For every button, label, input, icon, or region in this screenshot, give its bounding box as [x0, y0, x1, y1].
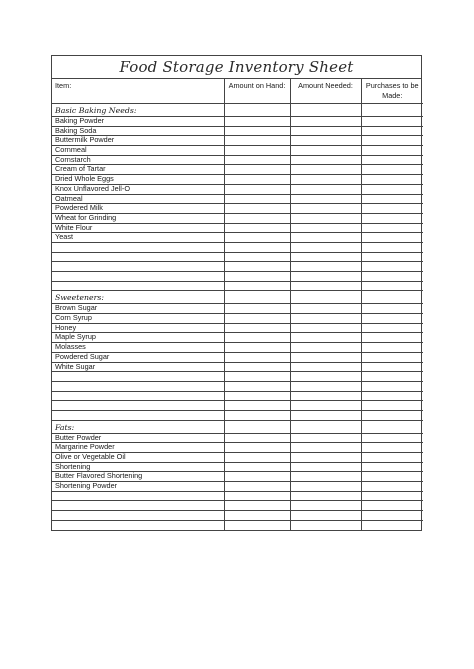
item-name: Corn Syrup [52, 314, 224, 324]
amount-on-hand-cell[interactable] [224, 175, 290, 185]
header-item: Item: [52, 79, 224, 104]
amount-on-hand-cell[interactable] [224, 443, 290, 453]
header-row [52, 79, 423, 104]
table-row [52, 184, 423, 194]
purchases-cell[interactable] [361, 304, 423, 314]
purchases-cell[interactable] [361, 511, 423, 521]
item-name: Honey [52, 323, 224, 333]
amount-needed-cell[interactable] [290, 462, 361, 472]
amount-on-hand-cell[interactable] [224, 136, 290, 146]
amount-on-hand-cell[interactable] [224, 304, 290, 314]
purchases-cell[interactable] [361, 223, 423, 233]
amount-on-hand-cell[interactable] [224, 453, 290, 463]
amount-needed-cell[interactable] [290, 291, 361, 304]
item-name: Dried Whole Eggs [52, 175, 224, 185]
purchases-cell[interactable] [361, 501, 423, 511]
purchases-cell[interactable] [361, 194, 423, 204]
item-name-blank [52, 262, 224, 272]
item-name: Powdered Milk [52, 204, 224, 214]
amount-on-hand-cell[interactable] [224, 194, 290, 204]
item-name: Baking Soda [52, 126, 224, 136]
item-name: Brown Sugar [52, 304, 224, 314]
purchases-cell[interactable] [361, 175, 423, 185]
purchases-cell[interactable] [361, 472, 423, 482]
table-row [52, 126, 423, 136]
table-row [52, 204, 423, 214]
amount-needed-cell[interactable] [290, 420, 361, 433]
purchases-cell[interactable] [361, 333, 423, 343]
amount-needed-cell[interactable] [290, 223, 361, 233]
amount-needed-cell[interactable] [290, 314, 361, 324]
amount-on-hand-cell[interactable] [224, 126, 290, 136]
blank-row [52, 252, 423, 262]
amount-needed-cell[interactable] [290, 520, 361, 529]
table-row [52, 433, 423, 443]
table-row [52, 453, 423, 463]
amount-on-hand-cell[interactable] [224, 272, 290, 282]
item-name: Butter Flavored Shortening [52, 472, 224, 482]
purchases-cell[interactable] [361, 184, 423, 194]
section-header-row [52, 291, 423, 304]
amount-on-hand-cell[interactable] [224, 252, 290, 262]
table-row [52, 462, 423, 472]
amount-needed-cell[interactable] [290, 352, 361, 362]
amount-needed-cell[interactable] [290, 511, 361, 521]
purchases-cell[interactable] [361, 252, 423, 262]
table-row [52, 213, 423, 223]
amount-on-hand-cell[interactable] [224, 262, 290, 272]
purchases-cell[interactable] [361, 443, 423, 453]
item-name: Yeast [52, 233, 224, 243]
amount-needed-cell[interactable] [290, 272, 361, 282]
amount-needed-cell[interactable] [290, 146, 361, 156]
item-name-blank [52, 401, 224, 411]
amount-needed-cell[interactable] [290, 117, 361, 127]
table-row [52, 136, 423, 146]
amount-needed-cell[interactable] [290, 491, 361, 501]
purchases-cell[interactable] [361, 343, 423, 353]
section-label: Sweeteners: [52, 291, 224, 304]
table-row [52, 233, 423, 243]
table-row [52, 155, 423, 165]
item-name-blank [52, 372, 224, 382]
item-name-blank [52, 242, 224, 252]
amount-needed-cell[interactable] [290, 323, 361, 333]
blank-row [52, 372, 423, 382]
blank-row [52, 242, 423, 252]
blank-row [52, 520, 423, 529]
amount-needed-cell[interactable] [290, 410, 361, 420]
purchases-cell[interactable] [361, 117, 423, 127]
inventory-table [52, 79, 423, 530]
amount-on-hand-cell[interactable] [224, 333, 290, 343]
purchases-cell[interactable] [361, 462, 423, 472]
amount-on-hand-cell[interactable] [224, 104, 290, 117]
table-row [52, 175, 423, 185]
item-name: White Sugar [52, 362, 224, 372]
amount-needed-cell[interactable] [290, 453, 361, 463]
amount-on-hand-cell[interactable] [224, 281, 290, 291]
purchases-cell[interactable] [361, 155, 423, 165]
amount-on-hand-cell[interactable] [224, 491, 290, 501]
amount-on-hand-cell[interactable] [224, 155, 290, 165]
amount-needed-cell[interactable] [290, 433, 361, 443]
blank-row [52, 281, 423, 291]
inventory-sheet [51, 55, 422, 531]
amount-needed-cell[interactable] [290, 333, 361, 343]
purchases-cell[interactable] [361, 242, 423, 252]
amount-on-hand-cell[interactable] [224, 204, 290, 214]
item-name: Knox Unflavored Jell-O [52, 184, 224, 194]
purchases-cell[interactable] [361, 126, 423, 136]
amount-on-hand-cell[interactable] [224, 165, 290, 175]
amount-needed-cell[interactable] [290, 175, 361, 185]
purchases-cell[interactable] [361, 314, 423, 324]
amount-on-hand-cell[interactable] [224, 184, 290, 194]
table-row [52, 117, 423, 127]
amount-on-hand-cell[interactable] [224, 472, 290, 482]
item-name-blank [52, 272, 224, 282]
amount-needed-cell[interactable] [290, 184, 361, 194]
item-name: Maple Syrup [52, 333, 224, 343]
purchases-cell[interactable] [361, 362, 423, 372]
item-name-blank [52, 501, 224, 511]
blank-row [52, 262, 423, 272]
table-row [52, 304, 423, 314]
amount-needed-cell[interactable] [290, 204, 361, 214]
amount-on-hand-cell[interactable] [224, 314, 290, 324]
purchases-cell[interactable] [361, 104, 423, 117]
purchases-cell[interactable] [361, 204, 423, 214]
sheet-title: Food Storage Inventory Sheet [52, 56, 421, 79]
amount-on-hand-cell[interactable] [224, 391, 290, 401]
amount-needed-cell[interactable] [290, 372, 361, 382]
amount-on-hand-cell[interactable] [224, 323, 290, 333]
purchases-cell[interactable] [361, 213, 423, 223]
item-name-blank [52, 391, 224, 401]
amount-needed-cell[interactable] [290, 362, 361, 372]
amount-needed-cell[interactable] [290, 472, 361, 482]
table-row [52, 323, 423, 333]
purchases-cell[interactable] [361, 410, 423, 420]
header-purchases: Purchases to be Made: [361, 79, 423, 104]
amount-on-hand-cell[interactable] [224, 233, 290, 243]
item-name: Oatmeal [52, 194, 224, 204]
amount-needed-cell[interactable] [290, 262, 361, 272]
item-name-blank [52, 410, 224, 420]
table-row [52, 223, 423, 233]
amount-on-hand-cell[interactable] [224, 501, 290, 511]
item-name: Shortening [52, 462, 224, 472]
blank-row [52, 491, 423, 501]
amount-needed-cell[interactable] [290, 233, 361, 243]
purchases-cell[interactable] [361, 136, 423, 146]
section-header-row [52, 104, 423, 117]
purchases-cell[interactable] [361, 453, 423, 463]
item-name: Margarine Powder [52, 443, 224, 453]
table-row [52, 333, 423, 343]
section-label: Fats: [52, 420, 224, 433]
purchases-cell[interactable] [361, 146, 423, 156]
purchases-cell[interactable] [361, 323, 423, 333]
amount-needed-cell[interactable] [290, 304, 361, 314]
amount-on-hand-cell[interactable] [224, 362, 290, 372]
item-name: Buttermilk Powder [52, 136, 224, 146]
purchases-cell[interactable] [361, 381, 423, 391]
amount-on-hand-cell[interactable] [224, 117, 290, 127]
header-amount-needed: Amount Needed: [290, 79, 361, 104]
blank-row [52, 511, 423, 521]
amount-needed-cell[interactable] [290, 281, 361, 291]
purchases-cell[interactable] [361, 482, 423, 492]
amount-needed-cell[interactable] [290, 136, 361, 146]
amount-on-hand-cell[interactable] [224, 520, 290, 529]
amount-needed-cell[interactable] [290, 242, 361, 252]
amount-needed-cell[interactable] [290, 381, 361, 391]
amount-on-hand-cell[interactable] [224, 343, 290, 353]
item-name-blank [52, 381, 224, 391]
amount-on-hand-cell[interactable] [224, 291, 290, 304]
amount-on-hand-cell[interactable] [224, 433, 290, 443]
table-row [52, 482, 423, 492]
purchases-cell[interactable] [361, 520, 423, 529]
item-name-blank [52, 281, 224, 291]
amount-needed-cell[interactable] [290, 343, 361, 353]
amount-on-hand-cell[interactable] [224, 462, 290, 472]
amount-on-hand-cell[interactable] [224, 482, 290, 492]
table-row [52, 443, 423, 453]
item-name: Molasses [52, 343, 224, 353]
blank-row [52, 501, 423, 511]
amount-on-hand-cell[interactable] [224, 372, 290, 382]
table-row [52, 352, 423, 362]
purchases-cell[interactable] [361, 391, 423, 401]
item-name: Cornmeal [52, 146, 224, 156]
purchases-cell[interactable] [361, 352, 423, 362]
amount-needed-cell[interactable] [290, 501, 361, 511]
table-row [52, 194, 423, 204]
item-name-blank [52, 491, 224, 501]
item-name-blank [52, 520, 224, 529]
amount-on-hand-cell[interactable] [224, 146, 290, 156]
amount-needed-cell[interactable] [290, 482, 361, 492]
amount-needed-cell[interactable] [290, 194, 361, 204]
item-name-blank [52, 511, 224, 521]
amount-needed-cell[interactable] [290, 443, 361, 453]
purchases-cell[interactable] [361, 165, 423, 175]
amount-needed-cell[interactable] [290, 391, 361, 401]
amount-needed-cell[interactable] [290, 401, 361, 411]
blank-row [52, 391, 423, 401]
table-row [52, 165, 423, 175]
purchases-cell[interactable] [361, 401, 423, 411]
section-label: Basic Baking Needs: [52, 104, 224, 117]
section-header-row [52, 420, 423, 433]
item-name-blank [52, 252, 224, 262]
amount-needed-cell[interactable] [290, 104, 361, 117]
item-name: Shortening Powder [52, 482, 224, 492]
item-name: Baking Powder [52, 117, 224, 127]
table-row [52, 362, 423, 372]
table-row [52, 146, 423, 156]
item-name: Butter Powder [52, 433, 224, 443]
amount-needed-cell[interactable] [290, 126, 361, 136]
purchases-cell[interactable] [361, 420, 423, 433]
purchases-cell[interactable] [361, 281, 423, 291]
amount-on-hand-cell[interactable] [224, 420, 290, 433]
item-name: Olive or Vegetable Oil [52, 453, 224, 463]
table-row [52, 343, 423, 353]
blank-row [52, 381, 423, 391]
amount-on-hand-cell[interactable] [224, 401, 290, 411]
purchases-cell[interactable] [361, 233, 423, 243]
item-name: White Flour [52, 223, 224, 233]
amount-on-hand-cell[interactable] [224, 242, 290, 252]
item-name: Powdered Sugar [52, 352, 224, 362]
purchases-cell[interactable] [361, 372, 423, 382]
item-name: Cornstarch [52, 155, 224, 165]
header-amount-on-hand: Amount on Hand: [224, 79, 290, 104]
item-name: Cream of Tartar [52, 165, 224, 175]
amount-needed-cell[interactable] [290, 213, 361, 223]
amount-on-hand-cell[interactable] [224, 410, 290, 420]
amount-on-hand-cell[interactable] [224, 213, 290, 223]
amount-on-hand-cell[interactable] [224, 223, 290, 233]
amount-needed-cell[interactable] [290, 155, 361, 165]
amount-on-hand-cell[interactable] [224, 511, 290, 521]
blank-row [52, 272, 423, 282]
purchases-cell[interactable] [361, 262, 423, 272]
amount-needed-cell[interactable] [290, 165, 361, 175]
table-row [52, 472, 423, 482]
blank-row [52, 410, 423, 420]
amount-needed-cell[interactable] [290, 252, 361, 262]
purchases-cell[interactable] [361, 433, 423, 443]
blank-row [52, 401, 423, 411]
amount-on-hand-cell[interactable] [224, 381, 290, 391]
purchases-cell[interactable] [361, 491, 423, 501]
item-name: Wheat for Grinding [52, 213, 224, 223]
amount-on-hand-cell[interactable] [224, 352, 290, 362]
purchases-cell[interactable] [361, 272, 423, 282]
table-row [52, 314, 423, 324]
purchases-cell[interactable] [361, 291, 423, 304]
